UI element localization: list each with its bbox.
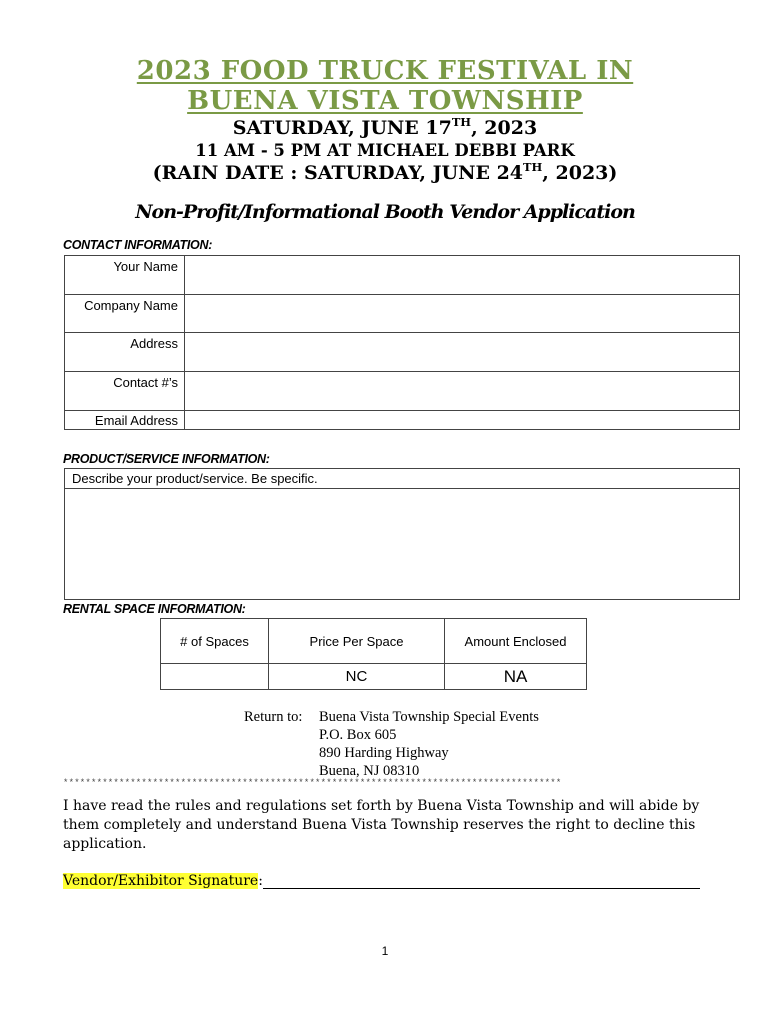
signature-field[interactable]: [263, 870, 700, 889]
product-section-label: PRODUCT/SERVICE INFORMATION:: [63, 452, 270, 466]
rental-section-label: RENTAL SPACE INFORMATION:: [63, 602, 246, 616]
festival-title-line2: BUENA VISTA TOWNSHIP: [187, 86, 583, 116]
address-label: Address: [130, 336, 178, 351]
rain-date: [0, 162, 770, 184]
signature-label: Vendor/Exhibitor Signature: [63, 873, 259, 889]
contact-numbers-label: Contact #’s: [113, 375, 178, 390]
price-per-space-value: NC: [269, 664, 445, 690]
company-name-field[interactable]: [185, 295, 740, 333]
rain-date-sup: TH: [523, 160, 543, 174]
your-name-label: Your Name: [113, 259, 178, 274]
festival-title-line1: 2023 FOOD TRUCK FESTIVAL IN: [136, 56, 634, 86]
signature-colon: :: [258, 873, 263, 889]
contact-label-cell: [65, 372, 185, 411]
agreement-text: I have read the rules and regulations set forth by Buena Vista Township and will abide by them completely and understand Buena Vista Township reserves the right to decline this application.: [63, 798, 700, 852]
return-address-line: 890 Harding Highway: [319, 745, 449, 761]
contact-row-company: [65, 295, 740, 333]
contact-section-label: CONTACT INFORMATION:: [63, 238, 213, 252]
event-date: [0, 117, 770, 139]
rain-date-year: , 2023): [542, 162, 618, 184]
star-separator: *****************************************************************************************: [63, 778, 562, 788]
company-name-label: Company Name: [84, 298, 178, 313]
rain-date-text: (RAIN DATE : SATURDAY, JUNE 24: [152, 162, 524, 184]
product-description-field[interactable]: [65, 489, 739, 599]
return-address: [319, 708, 539, 780]
spaces-field[interactable]: [161, 664, 269, 690]
contact-label-cell: [65, 411, 185, 430]
email-address-label: Email Address: [94, 412, 178, 428]
contact-numbers-field[interactable]: [185, 372, 740, 411]
contact-label-cell: [65, 333, 185, 372]
event-date-year: , 2023: [471, 117, 538, 139]
return-address-line: Buena Vista Township Special Events: [319, 709, 539, 725]
contact-row-address: [65, 333, 740, 372]
rental-value-row: [161, 664, 587, 690]
contact-label-cell: [65, 256, 185, 295]
amount-enclosed-value: NA: [445, 664, 587, 690]
address-field[interactable]: [185, 333, 740, 372]
your-name-field[interactable]: [185, 256, 740, 295]
page-number: 1: [381, 944, 389, 958]
contact-row-email: [65, 411, 740, 430]
email-address-field[interactable]: [185, 411, 740, 430]
return-address-line: P.O. Box 605: [319, 727, 397, 743]
contact-table: [64, 255, 740, 430]
rental-header-row: [161, 619, 587, 664]
product-box: [64, 468, 740, 600]
return-to-label: Return to:: [244, 709, 303, 725]
product-prompt: Describe your product/service. Be specific.: [65, 469, 739, 489]
return-address-line: Buena, NJ 08310: [319, 763, 420, 779]
event-date-text: SATURDAY, JUNE 17: [232, 117, 452, 139]
spaces-header: # of Spaces: [161, 619, 269, 664]
price-per-space-header: Price Per Space: [269, 619, 445, 664]
event-date-sup: TH: [451, 115, 472, 129]
contact-label-cell: [65, 295, 185, 333]
application-title: Non-Profit/Informational Booth Vendor Application: [135, 201, 635, 223]
contact-row-name: [65, 256, 740, 295]
contact-row-phone: [65, 372, 740, 411]
rental-table: [160, 618, 587, 690]
amount-enclosed-header: Amount Enclosed: [445, 619, 587, 664]
event-time-location: 11 AM - 5 PM AT MICHAEL DEBBI PARK: [195, 141, 575, 160]
